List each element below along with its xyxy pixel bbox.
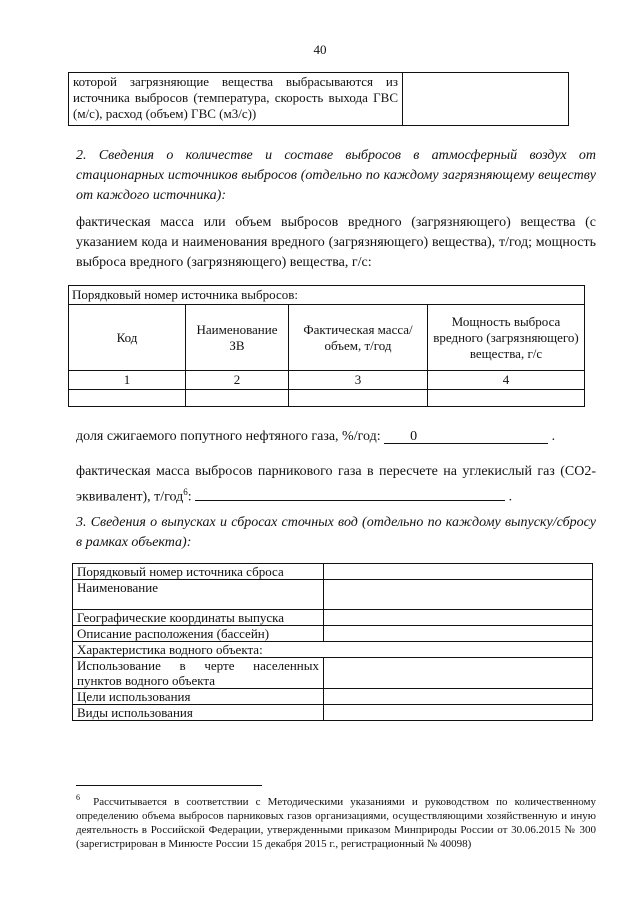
discharge-label-use-types: Виды использования xyxy=(73,705,324,721)
table-row xyxy=(73,626,593,642)
greenhouse-end: . xyxy=(508,489,513,505)
table-row xyxy=(73,705,593,721)
discharge-label-purposes: Цели использования xyxy=(73,689,324,705)
empty-cell[interactable] xyxy=(69,390,186,407)
discharge-label-coordinates: Географические координаты выпуска xyxy=(73,610,324,626)
greenhouse-label: фактическая масса выбросов парникового газа в пересчете на углекислый газ (CO2- эквивалент), т/год xyxy=(76,464,596,505)
table-row xyxy=(73,642,593,658)
empty-cell[interactable] xyxy=(428,390,585,407)
table-row xyxy=(73,689,593,705)
discharge-table xyxy=(72,563,593,721)
section-2-intro: фактическая масса или объем выбросов вредного (загрязняющего) вещества (с указанием кода и наименования вредного (загрязняющего) вещества), т/год; мощность выброса вредного (загрязняющего) вещества, г/с: xyxy=(76,215,596,270)
discharge-label-settlement-use: Использование в черте населенных пунктов водного объекта xyxy=(73,658,324,689)
section-3-heading: 3. Сведения о выпусках и сбросах сточных вод (отдельно по каждому выпуску/сбросу в рамках объекта): xyxy=(76,515,596,550)
discharge-value-purposes[interactable] xyxy=(324,689,593,705)
gas-share-line xyxy=(76,427,596,447)
table-row xyxy=(73,610,593,626)
discharge-label-location: Описание расположения (бассейн) xyxy=(73,626,324,642)
gas-share-label: доля сжигаемого попутного нефтяного газа, %/год: xyxy=(76,429,381,444)
discharge-label-water-body: Характеристика водного объекта: xyxy=(73,642,593,658)
footnote-divider xyxy=(76,785,262,786)
discharge-value-settlement-use[interactable] xyxy=(324,658,593,689)
gas-share-value: 0 xyxy=(410,429,418,444)
gas-share-end: . xyxy=(551,429,556,444)
table-row xyxy=(73,564,593,580)
column-header-emission-power: Мощность выброса вредного (загрязняющего) вещества, г/с xyxy=(428,305,585,371)
footnote-text: Рассчитывается в соответствии с Методическими указаниями и руководством по количественному определению объема выбросов парниковых газов организациями, осуществляющими хозяйственную и иную деятельность в Российской Федерации, утвержденными приказом Минприроды России от 30.06.2015 № 300 (зарегистрирован в Минюсте России 15 декабря 2015 г., регистрационный № 40098) xyxy=(76,795,597,850)
table-row xyxy=(69,390,585,407)
discharge-label-source-number: Порядковый номер источника сброса xyxy=(73,564,324,580)
footnote-mark: 6 xyxy=(76,793,80,802)
section-2-heading: 2. Сведения о количестве и составе выбросов в атмосферный воздух от стационарных источников выбросов (отдельно по каждому загрязняющему веществу от каждого источника): xyxy=(76,148,596,203)
table-row xyxy=(69,286,585,305)
empty-cell[interactable] xyxy=(186,390,289,407)
column-number: 4 xyxy=(428,371,585,390)
discharge-value-name[interactable] xyxy=(324,580,593,610)
column-header-code: Код xyxy=(69,305,186,371)
discharge-value-coordinates[interactable] xyxy=(324,610,593,626)
continued-cell-label: которой загрязняющие вещества выбрасываются из источника выбросов (температура, скорость выхода ГВС (м/с), расход (объем) ГВС (м3/с)) xyxy=(69,73,403,126)
empty-cell[interactable] xyxy=(289,390,428,407)
table-row xyxy=(73,580,593,610)
continued-cell-value[interactable] xyxy=(403,73,569,126)
column-number: 1 xyxy=(69,371,186,390)
footnote-reference: 6 xyxy=(183,487,188,497)
column-number: 3 xyxy=(289,371,428,390)
discharge-value-source-number[interactable] xyxy=(324,564,593,580)
discharge-value-location[interactable] xyxy=(324,626,593,642)
greenhouse-field[interactable] xyxy=(195,484,505,501)
discharge-value-use-types[interactable] xyxy=(324,705,593,721)
page-number: 40 xyxy=(313,42,327,57)
continued-table xyxy=(68,72,569,126)
footnote xyxy=(76,791,596,851)
column-number: 2 xyxy=(186,371,289,390)
gas-share-field[interactable] xyxy=(384,427,548,444)
greenhouse-colon: : xyxy=(187,489,192,505)
column-header-actual-mass: Фактическая масса/объем, т/год xyxy=(289,305,428,371)
column-header-pollutant-name: Наименование ЗВ xyxy=(186,305,289,371)
table-row xyxy=(69,371,585,390)
table-row xyxy=(69,73,569,126)
emissions-title-row: Порядковый номер источника выбросов: xyxy=(69,286,585,305)
table-row xyxy=(69,305,585,371)
greenhouse-line xyxy=(76,462,596,508)
emissions-table xyxy=(68,285,585,407)
table-row xyxy=(73,658,593,689)
discharge-label-name: Наименование xyxy=(73,580,324,610)
